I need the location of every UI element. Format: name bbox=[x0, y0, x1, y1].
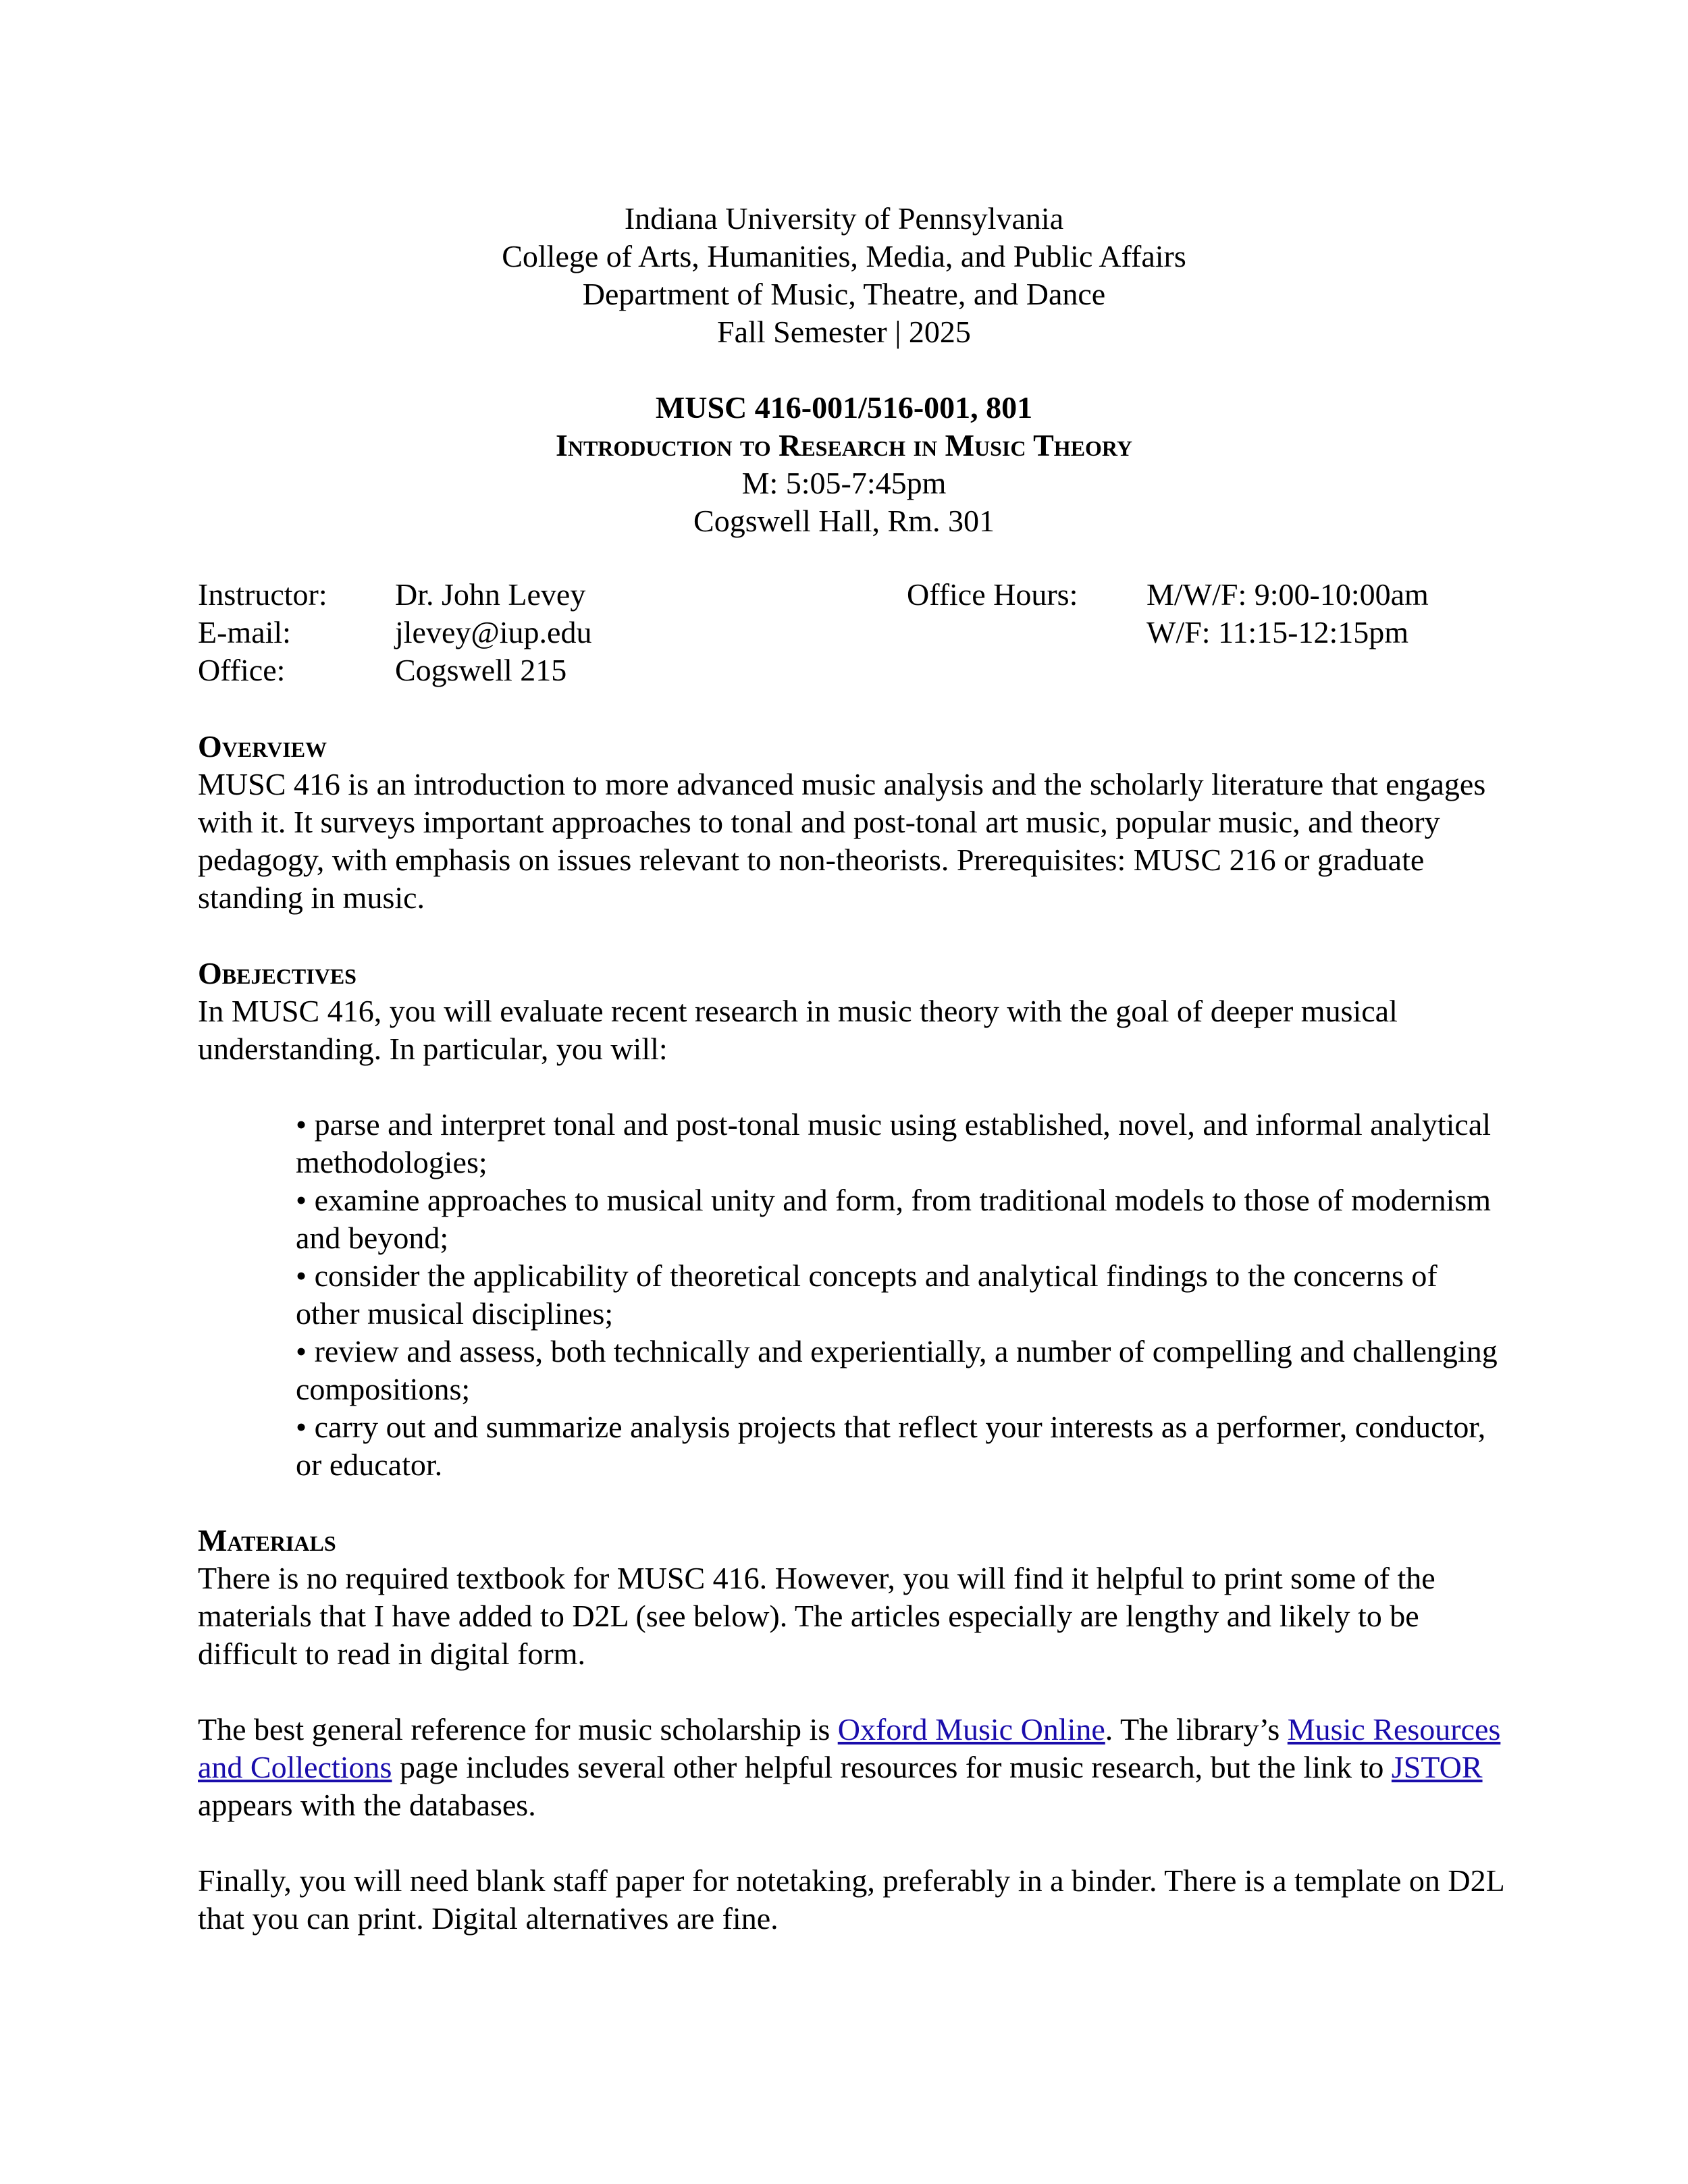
objectives-section bbox=[198, 955, 1508, 1484]
course-time: M: 5:05-7:45pm bbox=[741, 466, 947, 500]
overview-section bbox=[198, 728, 1508, 917]
email-label: E-mail: bbox=[198, 615, 291, 649]
materials-heading: Materials bbox=[198, 1523, 336, 1557]
objectives-list bbox=[296, 1106, 1504, 1484]
materials-text: . The library’s bbox=[1105, 1712, 1288, 1747]
list-item: • examine approaches to musical unity and form, from traditional models to those of modernism and beyond; bbox=[296, 1183, 1492, 1255]
office-label: Office: bbox=[198, 653, 286, 687]
list-item: • consider the applicability of theoretical concepts and analytical findings to the concerns of other musical disciplines; bbox=[296, 1258, 1438, 1331]
list-item: • carry out and summarize analysis projects that reflect your interests as a performer, conductor, or educator. bbox=[296, 1410, 1486, 1482]
list-item: • parse and interpret tonal and post-tonal music using established, novel, and informal analytical methodologies; bbox=[296, 1107, 1492, 1179]
oxford-music-online-link[interactable]: Oxford Music Online bbox=[837, 1712, 1105, 1747]
department-name: Department of Music, Theatre, and Dance bbox=[582, 277, 1106, 311]
instructor-info bbox=[198, 576, 1481, 691]
materials-section bbox=[198, 1522, 1508, 1938]
materials-text: appears with the databases. bbox=[198, 1788, 536, 1822]
office-value: Cogswell 215 bbox=[395, 653, 567, 687]
instructor-label: Instructor: bbox=[198, 577, 327, 612]
office-hours-line-1: M/W/F: 9:00-10:00am bbox=[1146, 577, 1429, 612]
institution-header bbox=[0, 200, 1688, 351]
course-location: Cogswell Hall, Rm. 301 bbox=[693, 504, 995, 538]
list-item: • review and assess, both technically and experientially, a number of compelling and challenging compositions; bbox=[296, 1334, 1498, 1406]
course-title: Introduction to Research in Music Theory bbox=[555, 428, 1133, 462]
office-hours-label: Office Hours: bbox=[907, 577, 1078, 612]
course-header bbox=[0, 389, 1688, 540]
overview-text: MUSC 416 is an introduction to more advanced music analysis and the scholarly literature that engages with it. It surveys important approaches to tonal and post-tonal art music, popular music, and theory pedagogy, with emphasis on issues relevant to non-theorists. Prerequisites: MUSC 216 or graduate standing in music. bbox=[198, 767, 1486, 915]
semester: Fall Semester | 2025 bbox=[717, 315, 971, 349]
course-code: MUSC 416-001/516-001, 801 bbox=[655, 390, 1033, 425]
office-hours-line-2: W/F: 11:15-12:15pm bbox=[1146, 615, 1409, 649]
email-value: jlevey@iup.edu bbox=[395, 615, 592, 649]
materials-text: The best general reference for music scholarship is bbox=[198, 1712, 838, 1747]
objectives-heading: Obejectives bbox=[198, 956, 357, 990]
materials-text: page includes several other helpful resources for music research, but the link to bbox=[392, 1750, 1392, 1784]
objectives-intro: In MUSC 416, you will evaluate recent research in music theory with the goal of deeper musical understanding. In particular, you will: bbox=[198, 994, 1398, 1066]
materials-paragraph-2 bbox=[198, 1711, 1508, 1824]
college-name: College of Arts, Humanities, Media, and Public Affairs bbox=[502, 239, 1186, 273]
overview-heading: Overview bbox=[198, 729, 327, 764]
jstor-link[interactable]: JSTOR bbox=[1391, 1750, 1483, 1784]
instructor-name: Dr. John Levey bbox=[395, 577, 586, 612]
materials-paragraph-3: Finally, you will need blank staff paper for notetaking, preferably in a binder. There is a template on D2L that you can print. Digital alternatives are fine. bbox=[198, 1863, 1504, 1936]
music-resources-link[interactable]: Music Resources and Collections bbox=[198, 1712, 1501, 1784]
university-name: Indiana University of Pennsylvania bbox=[624, 201, 1064, 236]
materials-paragraph-1: There is no required textbook for MUSC 416. However, you will find it helpful to print some of the materials that I have added to D2L (see below). The articles especially are lengthy and likely to be difficult to read in digital form. bbox=[198, 1561, 1435, 1671]
